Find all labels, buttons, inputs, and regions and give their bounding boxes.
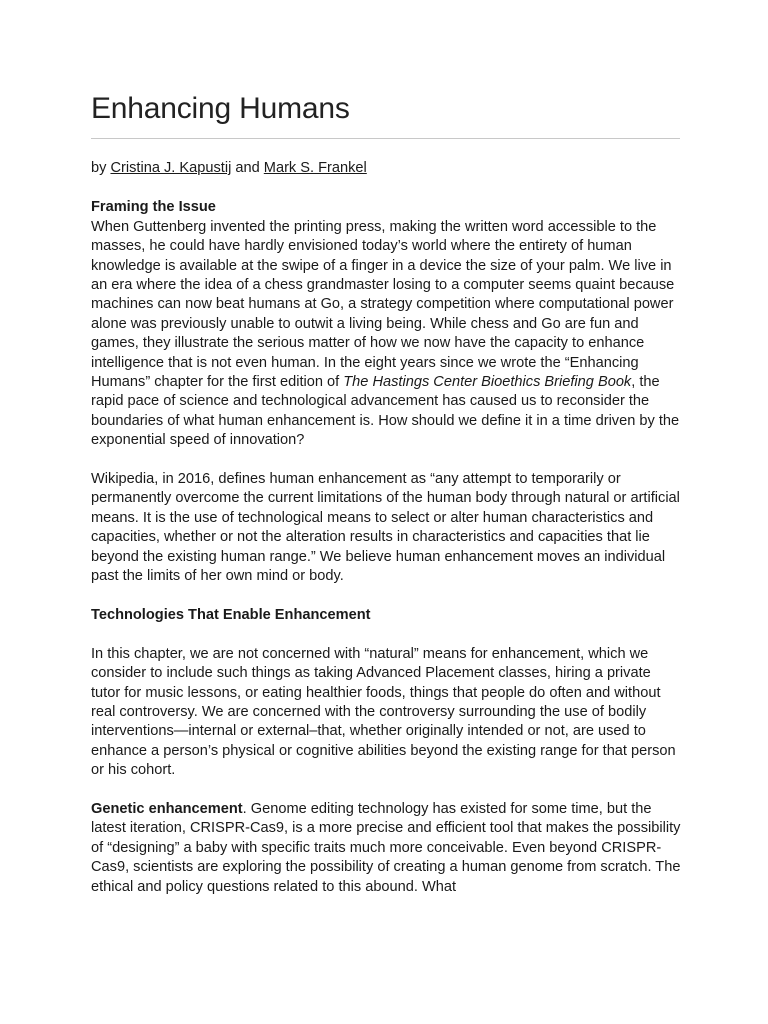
paragraph-text: , the rapid pace of science and technological advancement has caused us to reconsider the boundaries of what human enhancement is. How should we define it in a time driven by the exponential speed of innovation?	[91, 374, 680, 449]
byline-conjunction: and	[231, 160, 264, 176]
page-title: Enhancing Humans	[91, 92, 350, 125]
paragraph-framing-2: Wikipedia, in 2016, defines human enhancement as “any attempt to temporarily or permanently overcome the current limitations of the human body through natural or artificial means. It is the use of technological means to select or alter human characteristics and capacities, whether or not the alteration results in characteristics and capacities that lie beyond the existing human range.” We believe human enhancement moves an individual past the limits of her own mind or body.	[91, 471, 680, 585]
paragraph-spacer	[91, 781, 683, 800]
author-link-kapustij[interactable]: Cristina J. Kapustij	[110, 160, 232, 176]
term-genetic-enhancement: Genetic enhancement	[91, 800, 243, 817]
paragraph-genetic-enhancement	[91, 800, 683, 897]
paragraph-text: . Genome editing technology has existed for some time, but the latest iteration, CRISPR-Cas9, is a more precise and efficient tool that makes the possibility of “designing” a baby with specific traits much more conceivable. Even beyond CRISPR-Cas9, scientists are exploring the possibility of creating a human genome from scratch. The ethical and policy questions related to this abound. What	[91, 800, 681, 895]
title-divider	[91, 138, 680, 139]
section-heading-technologies: Technologies That Enable Enhancement	[91, 606, 371, 623]
byline	[91, 159, 683, 178]
byline-prefix: by	[91, 160, 111, 176]
section-heading-framing: Framing the Issue	[91, 199, 216, 216]
paragraph-text: When Guttenberg invented the printing press, making the written word accessible to the masses, he could have hardly envisioned today’s world where the entirety of human knowledge is available at the swipe of a finger in a device the size of your palm. We live in an era where the idea of a chess grandmaster losing to a computer seems quaint because machines can now beat humans at Go, a strategy competition where computational power alone was previously unable to outwit a living being. While chess and Go are fun and games, they illustrate the serious matter of how we now have the capacity to enhance intelligence that is not even human. In the eight years since we wrote the “Enhancing Humans” chapter for the first edition of	[91, 218, 675, 391]
paragraph-framing-1	[91, 218, 683, 451]
book-title-italic: The Hastings Center Bioethics Briefing Book	[343, 374, 632, 391]
author-link-frankel[interactable]: Mark S. Frankel	[263, 160, 367, 176]
paragraph-spacer	[91, 625, 683, 644]
paragraph-technologies-1: In this chapter, we are not concerned with “natural” means for enhancement, which we consider to include such things as taking Advanced Placement classes, hiring a private tutor for music lessons, or eating healthier foods, things that people do often and without real controversy. We are concerned with the controversy surrounding the use of bodily interventions—internal or external–that, whether originally intended or not, are used to enhance a person’s physical or cognitive abilities beyond the existing range for that person or his cohort.	[91, 645, 676, 779]
paragraph-spacer	[91, 587, 683, 606]
paragraph-spacer	[91, 451, 683, 470]
document-body	[91, 159, 683, 897]
